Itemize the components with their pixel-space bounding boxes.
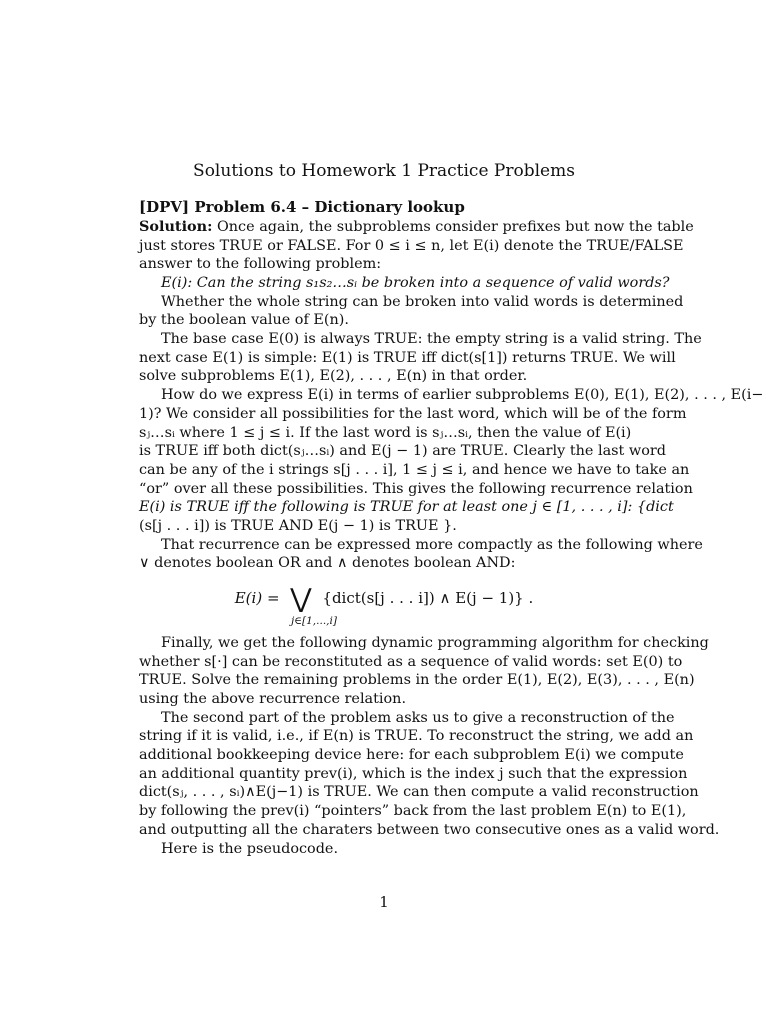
paragraph-line: Whether the whole string can be broken into valid words is determined [161,294,684,310]
paragraph-line: by following the prev(i) “pointers” back from the last problem E(n) to E(1), [139,803,687,819]
paragraph-line: whether s[·] can be reconstituted as a sequence of valid words: set E(0) to [139,654,683,670]
paragraph-line: The base case E(0) is always TRUE: the empty string is a valid string. The [161,331,702,347]
paragraph-line: E(i) is TRUE iff the following is TRUE for at least one j ∈ [1, . . . , i]: {dict [139,499,674,515]
paragraph-line: next case E(1) is simple: E(1) is TRUE iff dict(s[1]) returns TRUE. We will [139,350,676,366]
document-title: Solutions to Homework 1 Practice Problems [193,161,575,181]
paragraph-line: and outputting all the charaters between two consecutive ones as a valid word. [139,822,720,838]
paragraph-line: “or” over all these possibilities. This gives the following recurrence relation [139,481,693,497]
paragraph-line: dict(sⱼ, . . . , sᵢ)∧E(j−1) is TRUE. We can then compute a valid reconstruction [139,784,699,800]
big-or-operator: ⋁ [290,584,312,614]
paragraph-line: How do we express E(i) in terms of earlier subproblems E(0), E(1), E(2), . . . , E(i− [161,387,764,403]
paragraph-line: Finally, we get the following dynamic programming algorithm for checking [161,635,709,651]
paragraph-line: Solution: Once again, the subproblems consider prefixes but now the table [139,218,694,235]
recurrence-equation [0,584,768,614]
paragraph-line: That recurrence can be expressed more compactly as the following where [161,537,703,553]
paragraph-line: solve subproblems E(1), E(2), . . . , E(n) in that order. [139,368,528,384]
paragraph-line: by the boolean value of E(n). [139,312,349,328]
equation-subscript: j∈[1,...,i] [291,615,337,627]
page-number: 1 [379,893,389,911]
equation-lhs: E(i) = [234,589,280,607]
paragraph-line: answer to the following problem: [139,256,382,272]
paragraph-line: sⱼ…sᵢ where 1 ≤ j ≤ i. If the last word is sⱼ…sᵢ, then the value of E(i) [139,425,632,441]
equation-body: {dict(s[j . . . i]) ∧ E(j − 1)} . [322,589,534,607]
problem-statement: E(i): Can the string s₁s₂…sᵢ be broken into a sequence of valid words? [161,275,670,291]
paragraph-line: ∨ denotes boolean OR and ∧ denotes boolean AND: [139,555,516,571]
paragraph-line: The second part of the problem asks us to give a reconstruction of the [161,710,675,726]
paragraph-line: can be any of the i strings s[j . . . i], 1 ≤ j ≤ i, and hence we have to take an [139,462,690,478]
problem-heading: [DPV] Problem 6.4 – Dictionary lookup [139,198,465,216]
paragraph-line: string if it is valid, i.e., if E(n) is TRUE. To reconstruct the string, we add an [139,728,694,744]
paragraph-line: is TRUE iff both dict(sⱼ…sᵢ) and E(j − 1) are TRUE. Clearly the last word [139,443,666,459]
paragraph-line: an additional quantity prev(i), which is the index j such that the expression [139,766,688,782]
paragraph-line: Here is the pseudocode. [161,841,339,857]
paragraph-line: (s[j . . . i]) is TRUE AND E(j − 1) is TRUE }. [139,518,457,534]
paragraph-line: TRUE. Solve the remaining problems in the order E(1), E(2), E(3), . . . , E(n) [139,672,695,688]
paragraph-line: additional bookkeeping device here: for each subproblem E(i) we compute [139,747,684,763]
paragraph-line: just stores TRUE or FALSE. For 0 ≤ i ≤ n, let E(i) denote the TRUE/FALSE [139,238,684,254]
paragraph-line: 1)? We consider all possibilities for the last word, which will be of the form [139,406,687,422]
paragraph-line: using the above recurrence relation. [139,691,407,707]
solution-label: Solution: [139,218,213,235]
